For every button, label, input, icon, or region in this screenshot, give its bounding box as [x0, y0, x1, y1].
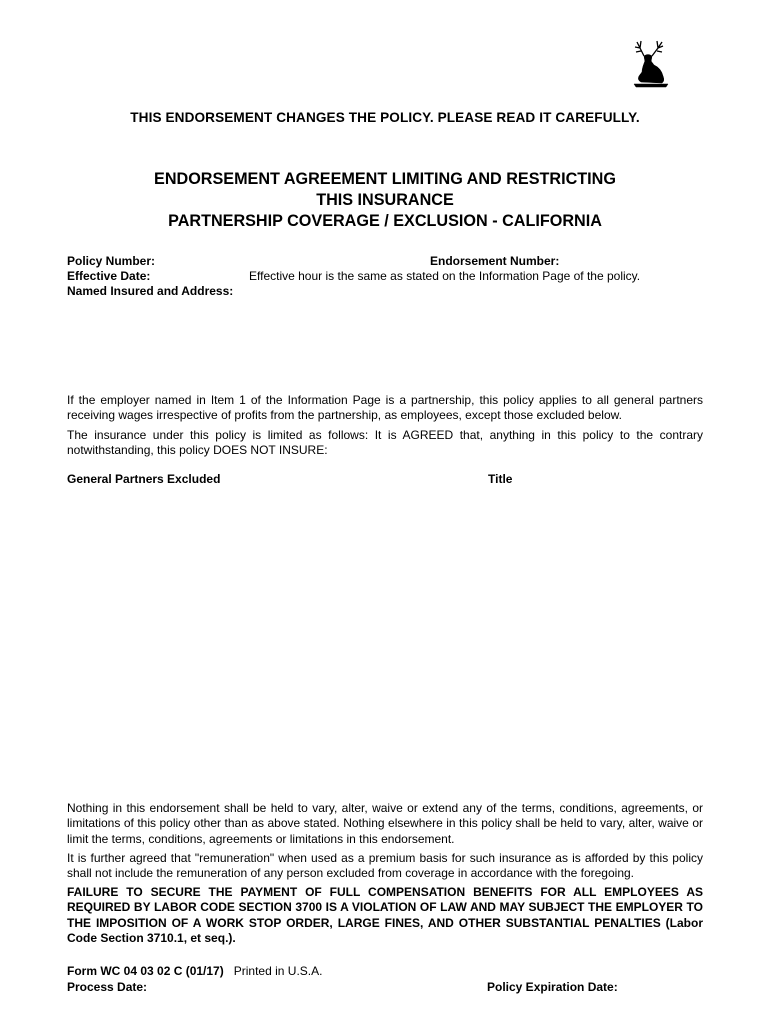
- form-info: [67, 964, 322, 979]
- effective-hour-text: Effective hour is the same as stated on the Information Page of the policy.: [249, 269, 641, 283]
- policy-number-label: Policy Number:: [67, 254, 156, 268]
- limitation-paragraph: The insurance under this policy is limited as follows: It is AGREED that, anything in this policy to the contrary notwithstanding, this policy DOES NOT INSURE:: [67, 428, 703, 458]
- printed-in: Printed in U.S.A.: [233, 964, 323, 978]
- notice-text: THIS ENDORSEMENT CHANGES THE POLICY. PLEASE READ IT CAREFULLY.: [130, 110, 640, 125]
- no-alteration-paragraph: Nothing in this endorsement shall be held to vary, alter, waive or extend any of the terms, conditions, agreements, or limitations of this policy other than as above stated. Nothing elsewhere in this policy shall be held to vary, alter, waive or limit the terms, conditions, agreements or limitations in this endorsement.: [67, 801, 703, 846]
- title-line-3: PARTNERSHIP COVERAGE / EXCLUSION - CALIFORNIA: [168, 212, 602, 230]
- remuneration-paragraph: It is further agreed that "remuneration" when used as a premium basis for such insurance as is afforded by this policy shall not include the remuneration of any person excluded from coverage in accordance with the foregoing.: [67, 851, 703, 881]
- elk-icon: [628, 38, 672, 88]
- title-column-header: Title: [488, 472, 513, 486]
- title-line-2: THIS INSURANCE: [316, 191, 454, 209]
- process-date-label: Process Date:: [67, 980, 148, 994]
- partnership-paragraph: If the employer named in Item 1 of the Information Page is a partnership, this policy applies to all general partners receiving wages irrespective of profits from the partnership, as employees, except those excluded below.: [67, 393, 703, 423]
- effective-date-label: Effective Date:: [67, 269, 151, 283]
- labor-code-warning: FAILURE TO SECURE THE PAYMENT OF FULL COMPENSATION BENEFITS FOR ALL EMPLOYEES AS REQUIRED BY LABOR CODE SECTION 3700 IS A VIOLATION OF LAW AND MAY SUBJECT THE EMPLOYER TO THE IMPOSITION OF A WORK STOP ORDER, LARGE FINES, AND OTHER SUBSTANTIAL PENALTIES (Labor Code Section 3710.1, et seq.).: [67, 885, 703, 946]
- partners-excluded-header: General Partners Excluded: [67, 472, 221, 486]
- title-line-1: ENDORSEMENT AGREEMENT LIMITING AND RESTRICTING: [154, 170, 616, 188]
- endorsement-number-label: Endorsement Number:: [430, 254, 560, 268]
- form-number: Form WC 04 03 02 C (01/17): [67, 964, 224, 978]
- named-insured-label: Named Insured and Address:: [67, 284, 234, 298]
- policy-expiration-label: Policy Expiration Date:: [487, 980, 618, 994]
